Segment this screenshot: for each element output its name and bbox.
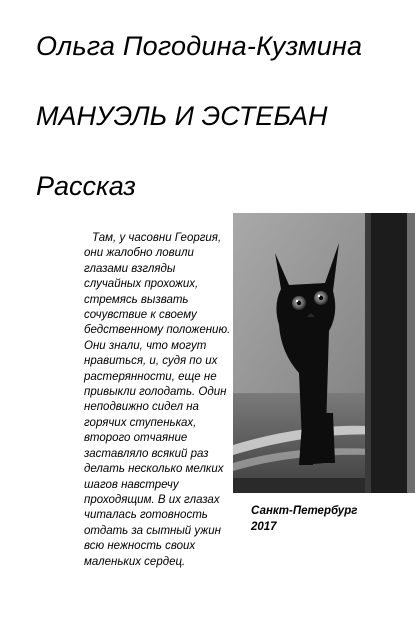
- kitten-photo: [233, 213, 415, 493]
- author-name: Ольга Погодина-Кузмина: [36, 31, 363, 61]
- publication-city: Санкт-Петербург: [251, 505, 358, 517]
- book-title: МАНУЭЛЬ И ЭСТЕБАН: [36, 101, 328, 131]
- publication-year: 2017: [251, 521, 277, 533]
- imprint: [251, 503, 357, 535]
- book-genre: Рассказ: [36, 171, 136, 201]
- kitten-illustration: [233, 213, 415, 493]
- excerpt-paragraph: Там, у часовни Георгия, они жалобно ловили глазами взгляды случайных прохожих, стремясь вызвать сочувствие к своему бедственному положению. Они знали, что могут нравиться, и, судя по их растерянности, еще не привыкли голодать. Один неподвижно сидел на горячих ступеньках, второго отчаяние заставляло всякий раз делать несколько мелких шагов навстречу проходящим. В их глазах читалась готовность отдать за сытный ужин всю нежность своих маленьких сердец.: [84, 232, 231, 568]
